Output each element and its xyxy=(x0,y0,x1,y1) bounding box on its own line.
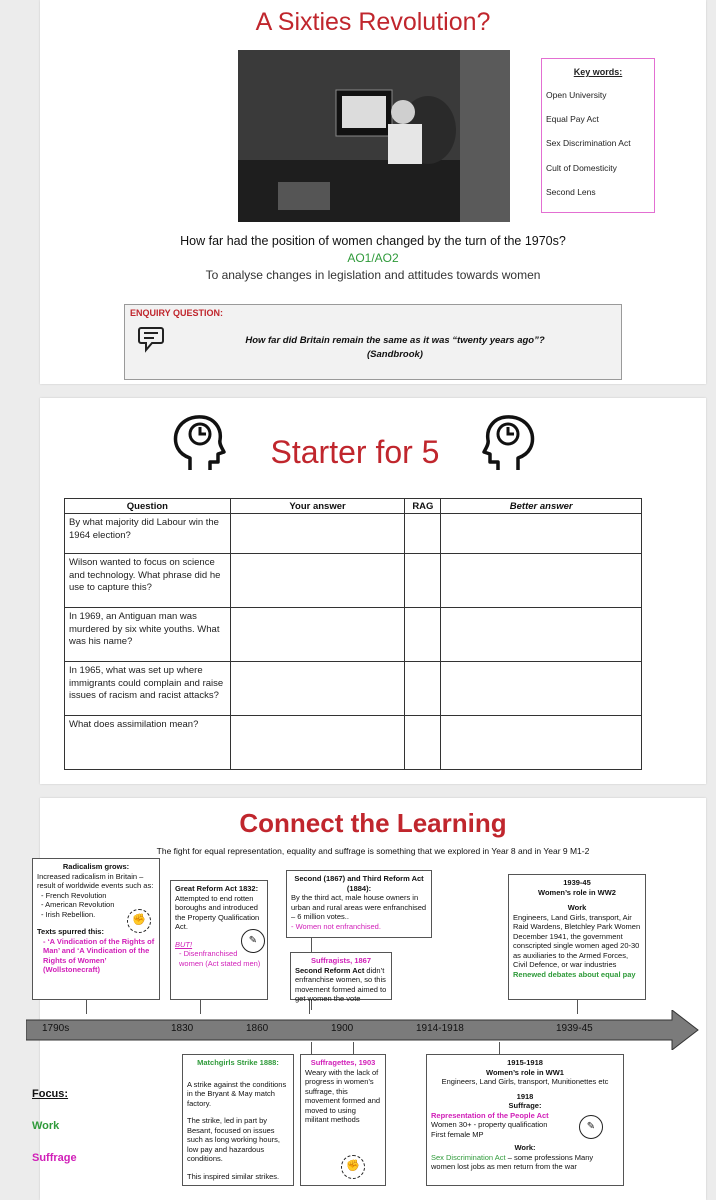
radicalism-box xyxy=(32,858,160,1000)
radicalism-title: Radicalism grows: xyxy=(62,862,130,871)
great-reform-act-box xyxy=(170,880,268,1000)
ww1-year: 1918 xyxy=(516,1091,534,1101)
great-reform-title: Great Reform Act 1832: xyxy=(175,884,259,893)
focus-suffrage: Suffrage xyxy=(32,1152,77,1164)
question-cell: What does assimilation mean? xyxy=(65,716,231,770)
better-answer-cell[interactable] xyxy=(441,554,642,608)
header-question: Question xyxy=(65,499,231,514)
lesson-question: How far had the position of women changed by the turn of the 1970s? xyxy=(180,234,566,248)
connector-line xyxy=(86,1000,87,1014)
document-icon: ✎ xyxy=(579,1115,603,1139)
second-third-text: By the third act, male house owners in urban and rural areas were enfranchised – 6 million votes.. xyxy=(291,893,427,921)
answer-cell[interactable] xyxy=(230,514,405,554)
table-row xyxy=(65,662,642,716)
rag-cell[interactable] xyxy=(405,514,441,554)
question-cell: In 1965, what was set up where immigrants could complain and raise issues of racism and racist attacks? xyxy=(65,662,231,716)
focus-work: Work xyxy=(32,1120,60,1132)
better-answer-cell[interactable] xyxy=(441,514,642,554)
connector-line xyxy=(577,1000,578,1014)
better-answer-cell[interactable] xyxy=(441,608,642,662)
ww2-title: Women’s role in WW2 xyxy=(538,887,616,897)
better-answer-cell[interactable] xyxy=(441,662,642,716)
raised-fist-icon: ✊ xyxy=(341,1155,365,1179)
photo-mother-child-tv xyxy=(238,50,510,222)
question-cell: In 1969, an Antiguan man was murdered by six white youths. What was his name? xyxy=(65,608,231,662)
radicalism-item: - Irish Rebellion. xyxy=(41,909,96,919)
table-header-row xyxy=(65,499,642,514)
lesson-aim: To analyse changes in legislation and attitudes towards women xyxy=(205,268,541,282)
slide-2 xyxy=(40,398,706,784)
question-cell: Wilson wanted to focus on science and technology. What phrase did he use to capture this? xyxy=(65,554,231,608)
ww2-title-year: 1939-45 xyxy=(563,878,591,887)
keywords-title: Key words: xyxy=(573,67,623,77)
better-answer-cell[interactable] xyxy=(441,716,642,770)
enquiry-source: (Sandbrook) xyxy=(367,349,423,360)
head-clock-icon-left xyxy=(170,414,226,479)
suffragists-box xyxy=(290,952,392,1003)
keyword-item: Sex Discrimination Act xyxy=(546,138,631,148)
matchgirls-p3: This inspired similar strikes. xyxy=(187,1171,280,1181)
second-third-item: - Women not enfranchised. xyxy=(291,921,381,931)
ww2-text: Engineers, Land Girls, transport, Air Raid Wardens, Bletchley Park Women December 1941, the government conscripted single women aged 20-30 as auxiliaries to the Armed Forces, Civil Defence, or war industries xyxy=(513,912,641,969)
keyword-item: Open University xyxy=(546,90,607,100)
head-clock-icon-right xyxy=(482,414,538,479)
rag-cell[interactable] xyxy=(405,662,441,716)
question-cell: By what majority did Labour win the 1964 election? xyxy=(65,514,231,554)
suffragettes-text: Weary with the lack of progress in women’s suffrage, this movement formed and moved to using militant methods xyxy=(305,1067,381,1124)
answer-cell[interactable] xyxy=(230,662,405,716)
table-row xyxy=(65,554,642,608)
table-row xyxy=(65,608,642,662)
ww1-rpa: Representation of the People Act xyxy=(431,1110,549,1120)
slide-title: Starter for 5 xyxy=(270,434,440,470)
matchgirls-p1: A strike against the conditions in the Bryant & May match factory. xyxy=(187,1079,287,1108)
matchgirls-p2: The strike, led in part by Besant, focused on issues such as long working hours, low pay and hazardous conditions. xyxy=(187,1116,280,1163)
radicalism-item: - American Revolution xyxy=(41,900,115,909)
enquiry-text: How far did Britain remain the same as it was “twenty years ago”? xyxy=(245,335,545,346)
header-your-answer: Your answer xyxy=(230,499,405,514)
ww1-sda-text: Sex Discrimination Act – some professions Many women lost jobs as men return from the war xyxy=(431,1152,594,1171)
raised-fist-icon: ✊ xyxy=(127,909,151,933)
table-row xyxy=(65,514,642,554)
ww2-box xyxy=(508,874,646,1000)
rag-cell[interactable] xyxy=(405,608,441,662)
ww1-work-label: Work: xyxy=(514,1143,536,1152)
answer-cell[interactable] xyxy=(230,716,405,770)
timeline-tick: 1914-1918 xyxy=(416,1023,464,1034)
slide-1 xyxy=(40,0,706,384)
rag-cell[interactable] xyxy=(405,554,441,608)
connector-line xyxy=(499,1042,500,1054)
slide-subtitle: The fight for equal representation, equality and suffrage is something that we explored in Year 8 and in Year 9 M1-2 xyxy=(156,846,590,856)
header-rag: RAG xyxy=(405,499,441,514)
timeline-tick: 1939-45 xyxy=(556,1023,593,1034)
ww1-suffrage-label: Suffrage: xyxy=(508,1101,542,1110)
keyword-item: Cult of Domesticity xyxy=(546,163,617,173)
photo-illustration xyxy=(238,50,510,222)
suffragettes-box xyxy=(300,1054,386,1186)
timeline-arrow xyxy=(26,1010,702,1055)
answer-cell[interactable] xyxy=(230,608,405,662)
document-icon: ✎ xyxy=(241,929,265,953)
ww2-work-label: Work xyxy=(567,903,587,912)
header-better-answer: Better answer xyxy=(441,499,642,514)
ww1-title: Women’s role in WW1 xyxy=(486,1067,564,1077)
keywords-box xyxy=(541,58,655,213)
radicalism-text: Increased radicalism in Britain – result of worldwide events such as: xyxy=(37,871,154,890)
ww1-title-year: 1915-1918 xyxy=(507,1058,543,1067)
ww1-mp: First female MP xyxy=(431,1129,484,1139)
keyword-item: Equal Pay Act xyxy=(546,114,599,124)
great-reform-item: - Disenfranchised women (Act stated men) xyxy=(179,949,261,968)
speech-icon xyxy=(137,325,165,360)
rag-cell[interactable] xyxy=(405,716,441,770)
radicalism-item: - French Revolution xyxy=(41,890,107,900)
enquiry-label: ENQUIRY QUESTION: xyxy=(130,308,224,318)
great-reform-text: Attempted to end rotten boroughs and introduced the Property Qualification Act. xyxy=(175,893,260,931)
ww1-work-text: Engineers, Land Girls, transport, Munitionettes etc xyxy=(441,1077,609,1086)
texts-label: Texts spurred this: xyxy=(37,927,104,936)
timeline-tick: 1900 xyxy=(331,1023,354,1034)
suffragettes-title: Suffragettes, 1903 xyxy=(310,1058,376,1067)
starter-table xyxy=(64,498,642,770)
suffragists-title: Suffragists, 1867 xyxy=(310,956,372,965)
assessment-objectives: AO1/AO2 xyxy=(347,251,399,265)
timeline-tick: 1830 xyxy=(171,1023,194,1034)
focus-label: Focus: xyxy=(32,1088,69,1100)
connector-line xyxy=(311,1042,312,1054)
enquiry-question-box xyxy=(124,304,622,380)
ww1-box xyxy=(426,1054,624,1186)
second-third-title: Second (1867) and Third Reform Act (1884): xyxy=(294,874,424,893)
ww2-green-text: Renewed debates about equal pay xyxy=(513,969,636,979)
suffragists-text: Second Reform Act didn’t enfranchise women, so this movement formed aimed to get women the vote xyxy=(295,965,387,1003)
keyword-item: Second Lens xyxy=(546,187,596,197)
matchgirls-box xyxy=(182,1054,294,1186)
table-row xyxy=(65,716,642,770)
connector-line xyxy=(353,1042,354,1054)
great-reform-but: BUT! xyxy=(175,939,193,949)
timeline-tick: 1860 xyxy=(246,1023,269,1034)
slide-title: A Sixties Revolution? xyxy=(255,8,491,36)
answer-cell[interactable] xyxy=(230,554,405,608)
matchgirls-title: Matchgirls Strike 1888: xyxy=(197,1058,279,1067)
slide-title: Connect the Learning xyxy=(239,808,507,838)
connector-line xyxy=(200,1000,201,1014)
second-third-reform-box xyxy=(286,870,432,938)
ww1-rpa-text: Women 30+ - property qualification xyxy=(431,1120,548,1129)
texts-list: - ‘A Vindication of the Rights of Man’ and ‘A Vindication of the Rights of Women’ (Wollstonecraft) xyxy=(43,936,155,974)
slide-3 xyxy=(32,798,706,1200)
timeline-tick: 1790s xyxy=(42,1023,70,1034)
